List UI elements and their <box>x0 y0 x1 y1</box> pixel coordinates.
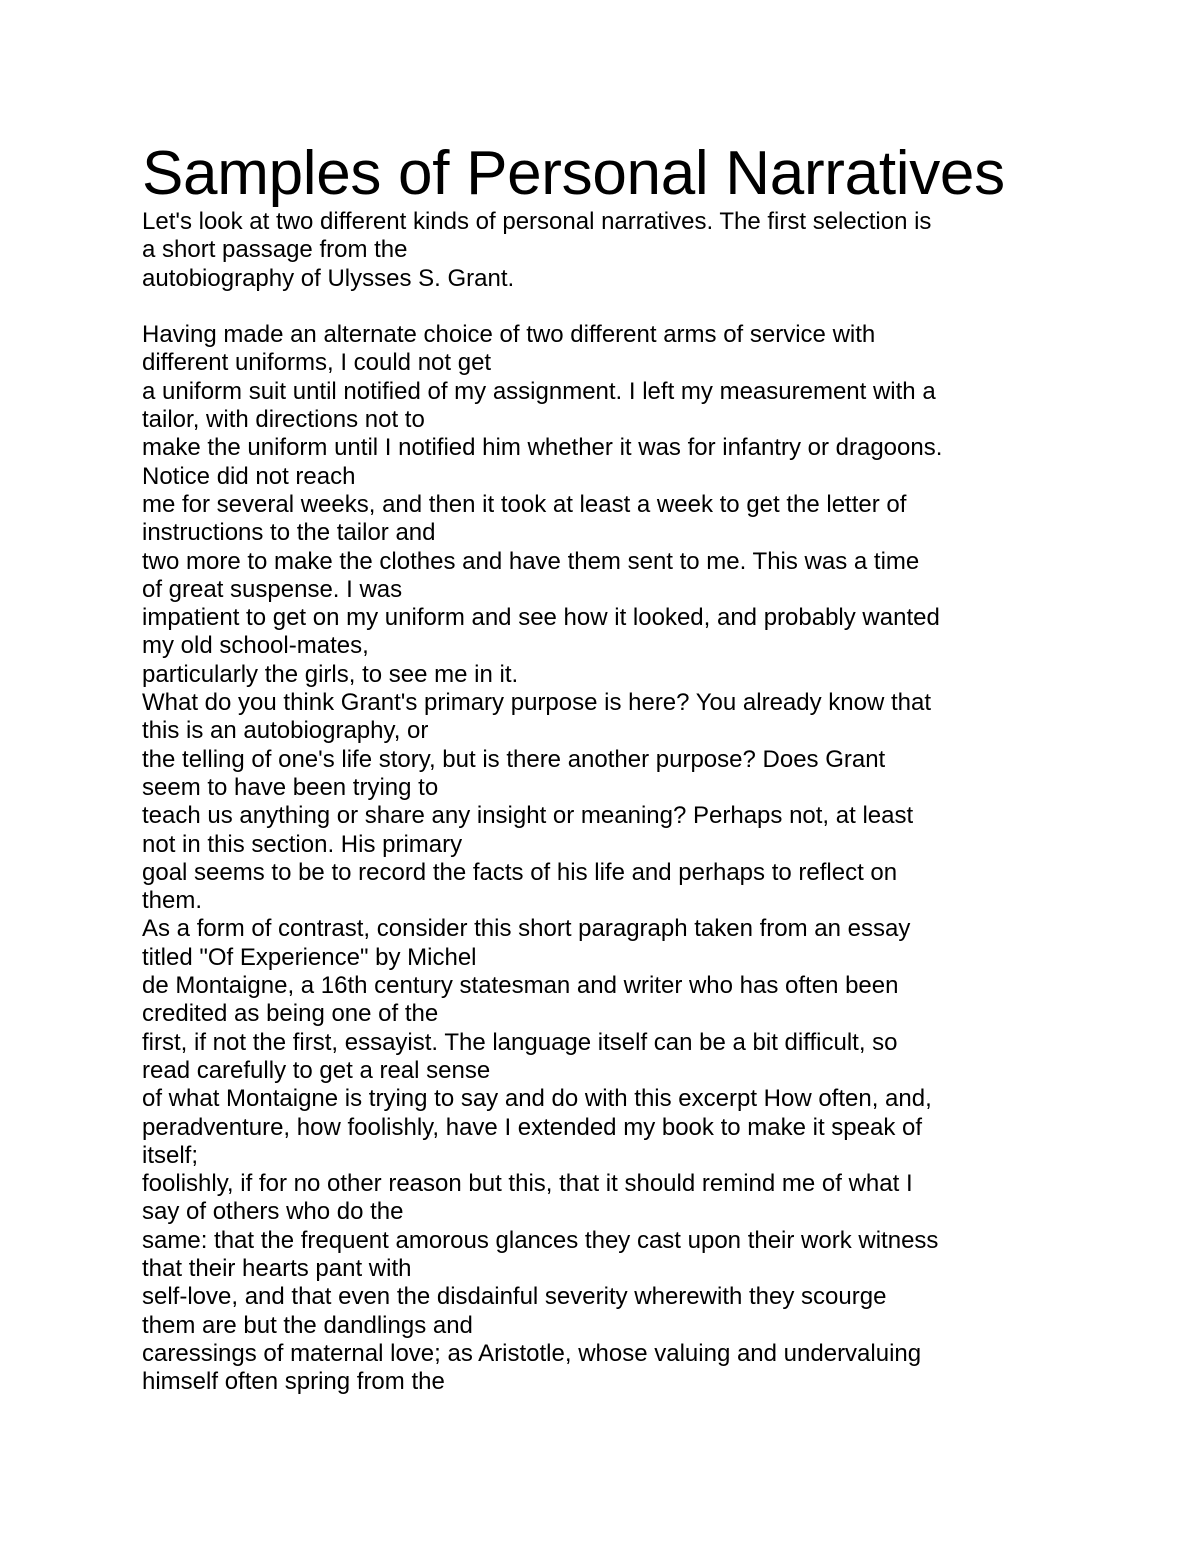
text-line: them are but the dandlings and <box>142 1311 473 1339</box>
text-line: titled "Of Experience" by Michel <box>142 943 477 971</box>
text-line: itself; <box>142 1141 199 1169</box>
text-line: make the uniform until I notified him whether it was for infantry or dragoons. <box>142 434 943 462</box>
text-line: instructions to the tailor and <box>142 519 436 547</box>
text-line: seem to have been trying to <box>142 773 439 801</box>
text-line: two more to make the clothes and have them sent to me. This was a time <box>142 547 920 575</box>
text-line: of what Montaigne is trying to say and do with this excerpt How often, and, <box>142 1085 932 1113</box>
text-line: me for several weeks, and then it took at least a week to get the letter of <box>142 490 907 518</box>
text-line: the telling of one's life story, but is there another purpose? Does Grant <box>142 745 886 773</box>
text-line: not in this section. His primary <box>142 830 463 858</box>
text-line: say of others who do the <box>142 1198 404 1226</box>
text-line: caressings of maternal love; as Aristotle, whose valuing and undervaluing <box>142 1339 922 1367</box>
text-line: impatient to get on my uniform and see how it looked, and probably wanted <box>142 604 940 632</box>
page-title: Samples of Personal Narratives <box>142 139 1005 208</box>
text-line <box>142 293 1102 321</box>
text-line: that their hearts pant with <box>142 1254 412 1282</box>
text-line: different uniforms, I could not get <box>142 349 492 377</box>
text-line: them. <box>142 887 203 915</box>
text-line: same: that the frequent amorous glances they cast upon their work witness <box>142 1226 939 1254</box>
text-line: particularly the girls, to see me in it. <box>142 660 519 688</box>
text-line: Notice did not reach <box>142 462 356 490</box>
text-line: self-love, and that even the disdainful severity wherewith they scourge <box>142 1283 887 1311</box>
text-line: peradventure, how foolishly, have I extended my book to make it speak of <box>142 1113 922 1141</box>
text-line: read carefully to get a real sense <box>142 1056 491 1084</box>
text-line: a uniform suit until notified of my assignment. I left my measurement with a <box>142 377 936 405</box>
text-line: teach us anything or share any insight or meaning? Perhaps not, at least <box>142 802 914 830</box>
text-line: credited as being one of the <box>142 1000 439 1028</box>
text-line: foolishly, if for no other reason but this, that it should remind me of what I <box>142 1170 913 1198</box>
text-line: this is an autobiography, or <box>142 717 429 745</box>
text-line: my old school-mates, <box>142 632 369 660</box>
text-line: himself often spring from the <box>142 1368 445 1396</box>
text-line: tailor, with directions not to <box>142 406 425 434</box>
text-line: a short passage from the <box>142 236 408 264</box>
text-line: What do you think Grant's primary purpose is here? You already know that <box>142 689 932 717</box>
text-line: As a form of contrast, consider this short paragraph taken from an essay <box>142 915 911 943</box>
body-text <box>142 208 1102 1396</box>
text-line: goal seems to be to record the facts of his life and perhaps to reflect on <box>142 858 898 886</box>
text-line: de Montaigne, a 16th century statesman and writer who has often been <box>142 972 899 1000</box>
text-line: autobiography of Ulysses S. Grant. <box>142 264 515 292</box>
text-line: Let's look at two different kinds of personal narratives. The first selection is <box>142 208 932 235</box>
text-line: first, if not the first, essayist. The language itself can be a bit difficult, so <box>142 1028 898 1056</box>
text-line: Having made an alternate choice of two different arms of service with <box>142 321 876 349</box>
text-line: of great suspense. I was <box>142 575 403 603</box>
